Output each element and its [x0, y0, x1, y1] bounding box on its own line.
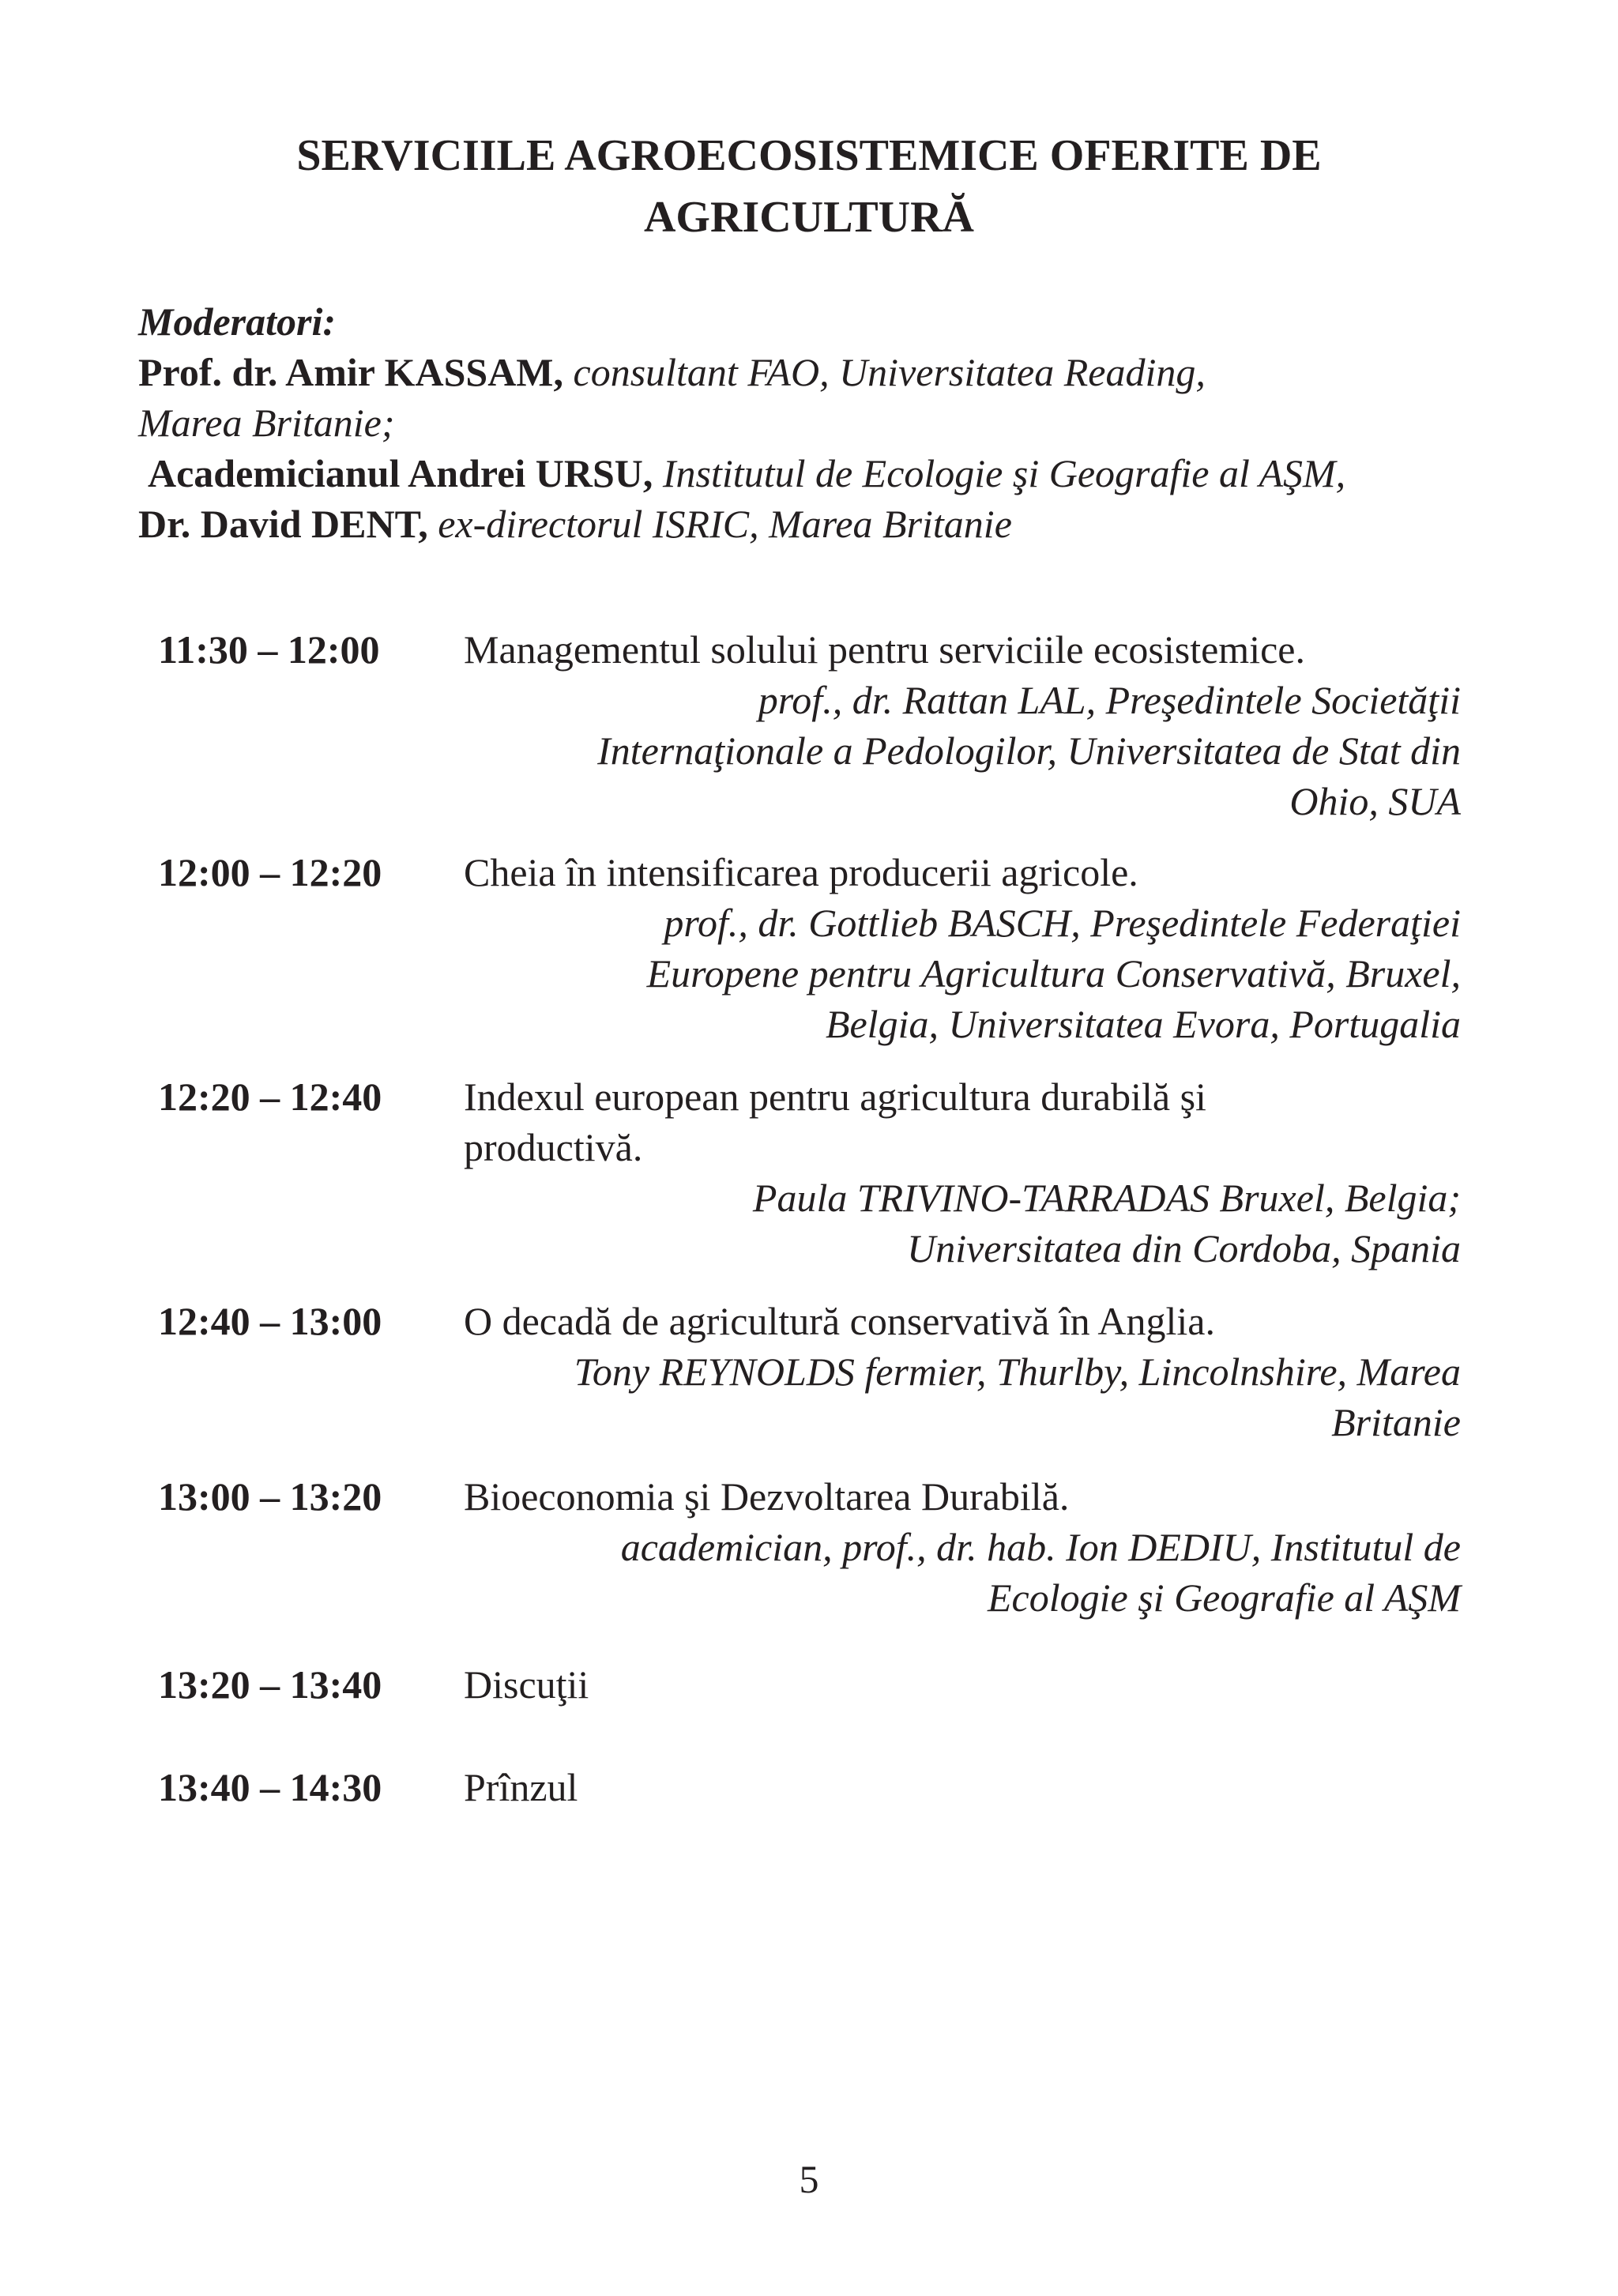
- speaker-line: prof., dr. Rattan LAL, Preşedintele Societăţii: [758, 678, 1461, 722]
- moderator-affiliation: consultant FAO, Universitatea Reading,: [573, 350, 1206, 394]
- speaker-line: Britanie: [1331, 1400, 1461, 1444]
- moderator-1-continued: [138, 397, 1481, 448]
- speaker-line: Tony REYNOLDS fermier, Thurlby, Lincolnshire, Marea: [574, 1349, 1461, 1394]
- session-time: 13:40 – 14:30: [158, 1765, 382, 1809]
- moderators-heading: Moderatori:: [138, 299, 336, 344]
- moderator-affiliation: Institutul de Ecologie şi Geografie al AŞM,: [662, 451, 1346, 495]
- speaker-line: Belgia, Universitatea Evora, Portugalia: [825, 1002, 1461, 1046]
- session-time: 12:00 – 12:20: [158, 850, 382, 894]
- speaker-line: Internaţionale a Pedologilor, Universitatea de Stat din: [597, 728, 1461, 773]
- talk-title: Discuţii: [464, 1662, 589, 1707]
- moderator-name: Dr. David DENT,: [138, 502, 428, 546]
- speaker-line: academician, prof., dr. hab. Ion DEDIU, Institutul de: [620, 1525, 1461, 1569]
- moderator-name: Prof. dr. Amir KASSAM,: [138, 350, 563, 394]
- moderator-1: [138, 347, 1481, 397]
- moderator-affiliation: Marea Britanie;: [138, 401, 395, 445]
- session-content: [464, 624, 1461, 826]
- speaker-line: Universitatea din Cordoba, Spania: [907, 1226, 1461, 1270]
- title-line-1: SERVICIILE AGROECOSISTEMICE OFERITE DE: [296, 131, 1322, 180]
- talk-title: Indexul european pentru agricultura durabilă şi: [464, 1075, 1206, 1119]
- speaker-line: Europene pentru Agricultura Conservativă, Bruxel,: [646, 951, 1461, 996]
- speaker-line: Ohio, SUA: [1289, 779, 1461, 823]
- session-content: [464, 1071, 1461, 1274]
- session-time: 13:20 – 13:40: [158, 1662, 382, 1707]
- session-content: [464, 847, 1461, 1049]
- session-content: [464, 1296, 1461, 1447]
- speaker-line: prof., dr. Gottlieb BASCH, Preşedintele Federaţiei: [664, 901, 1461, 945]
- talk-title: Bioeconomia şi Dezvoltarea Durabilă.: [464, 1474, 1070, 1519]
- page-title: [158, 125, 1460, 248]
- talk-title: Managementul solului pentru serviciile ecosistemice.: [464, 627, 1305, 672]
- moderator-3: [138, 499, 1481, 549]
- session-time: 11:30 – 12:00: [158, 627, 380, 672]
- moderator-2: [138, 448, 1481, 499]
- session-time: 13:00 – 13:20: [158, 1474, 382, 1519]
- page-number: 5: [799, 2157, 819, 2201]
- speaker-line: Paula TRIVINO-TARRADAS Bruxel, Belgia;: [752, 1176, 1461, 1220]
- talk-title: O decadă de agricultură conservativă în Anglia.: [464, 1299, 1216, 1343]
- speaker-line: Ecologie şi Geografie al AŞM: [988, 1575, 1461, 1620]
- session-time: 12:40 – 13:00: [158, 1299, 382, 1343]
- session-time: 12:20 – 12:40: [158, 1075, 382, 1119]
- session-content: [464, 1659, 1461, 1710]
- moderator-name: Academicianul Andrei URSU,: [148, 451, 653, 495]
- talk-title: productivă.: [464, 1125, 643, 1169]
- title-line-2: AGRICULTURĂ: [643, 193, 974, 242]
- talk-title: Cheia în intensificarea producerii agricole.: [464, 850, 1138, 894]
- session-content: [464, 1471, 1461, 1623]
- moderator-affiliation: ex-directorul ISRIC, Marea Britanie: [438, 502, 1012, 546]
- talk-title: Prînzul: [464, 1765, 578, 1809]
- moderators-section: [138, 296, 1481, 549]
- session-content: [464, 1762, 1461, 1812]
